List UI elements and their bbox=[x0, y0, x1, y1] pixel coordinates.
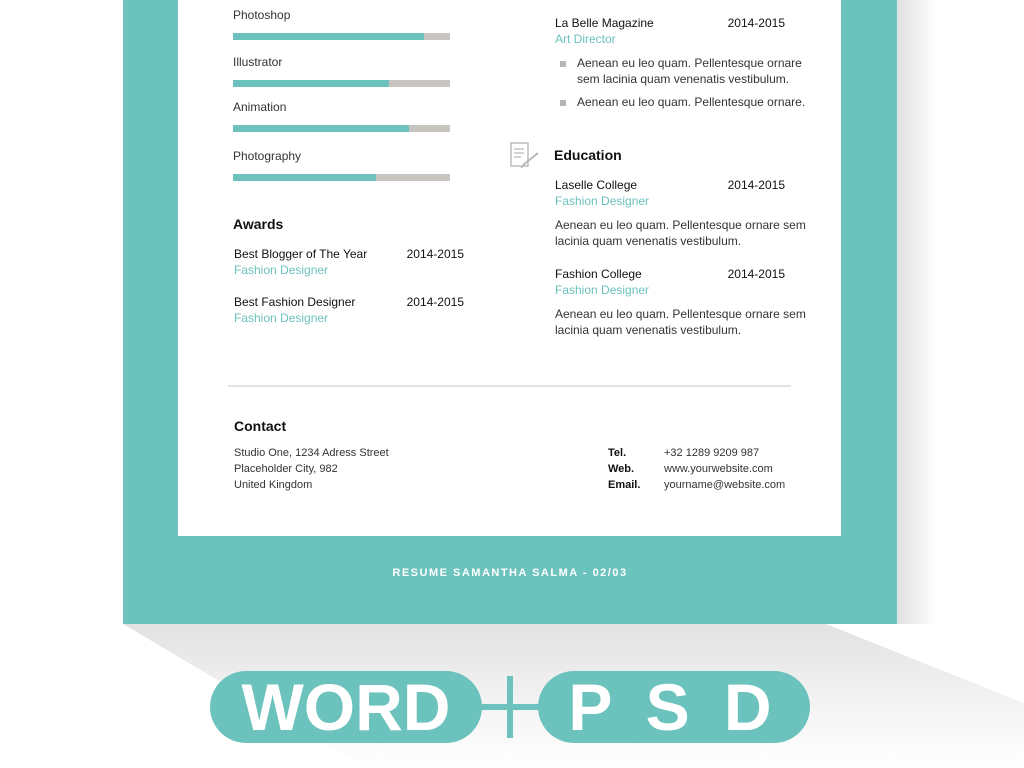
experience-date: 2014-2015 bbox=[727, 16, 785, 30]
skill-bar-fill bbox=[233, 174, 376, 181]
award-title: Best Blogger of The Year bbox=[234, 247, 368, 261]
experience-bullet-line: sem lacinia quam venenatis vestibulum. bbox=[577, 72, 790, 86]
skill-bar-animation bbox=[233, 125, 450, 132]
email-value: yourname@website.com bbox=[664, 479, 786, 491]
experience-role: Art Director bbox=[555, 32, 616, 46]
web-label: Web. bbox=[608, 463, 635, 475]
section-divider bbox=[228, 385, 791, 387]
skill-label-illustrator: Illustrator bbox=[233, 55, 283, 69]
award-role: Fashion Designer bbox=[234, 311, 329, 325]
experience-bullet-line: Aenean eu leo quam. Pellentesque ornare. bbox=[577, 95, 806, 109]
contact-address-line: United Kingdom bbox=[234, 479, 313, 491]
skill-label-photoshop: Photoshop bbox=[233, 8, 291, 22]
word-badge: WORD bbox=[210, 671, 482, 743]
award-date: 2014-2015 bbox=[406, 295, 464, 309]
skill-bar-fill bbox=[233, 80, 389, 87]
contact-address-line: Studio One, 1234 Adress Street bbox=[234, 447, 389, 459]
education-desc-line: lacinia quam venenatis vestibulum. bbox=[555, 234, 742, 248]
education-role: Fashion Designer bbox=[555, 194, 650, 208]
plus-vertical bbox=[507, 676, 513, 738]
education-date: 2014-2015 bbox=[727, 267, 785, 281]
experience-bullet-line: Aenean eu leo quam. Pellentesque ornare bbox=[577, 56, 802, 70]
skill-bar-photography bbox=[233, 174, 450, 181]
web-value: www.yourwebsite.com bbox=[664, 463, 773, 475]
bullet-marker bbox=[560, 100, 566, 106]
psd-badge: P S D bbox=[538, 671, 810, 743]
skill-bar-photoshop bbox=[233, 33, 450, 40]
skill-bar-fill bbox=[233, 125, 409, 132]
education-school: Laselle College bbox=[555, 178, 638, 192]
education-desc-line: Aenean eu leo quam. Pellentesque ornare sem bbox=[555, 307, 806, 321]
skill-label-photography: Photography bbox=[233, 149, 302, 163]
awards-heading: Awards bbox=[233, 216, 284, 232]
skill-label-animation: Animation bbox=[233, 100, 287, 114]
education-heading: Education bbox=[554, 147, 622, 163]
education-desc-line: Aenean eu leo quam. Pellentesque ornare sem bbox=[555, 218, 806, 232]
award-title: Best Fashion Designer bbox=[234, 295, 356, 309]
skill-bar-illustrator bbox=[233, 80, 450, 87]
frame-shadow bbox=[897, 0, 937, 624]
education-icon bbox=[509, 141, 541, 171]
tel-label: Tel. bbox=[608, 447, 627, 459]
page-footer: RESUME SAMANTHA SALMA - 02/03 bbox=[392, 567, 628, 579]
contact-heading: Contact bbox=[234, 418, 287, 434]
education-desc-line: lacinia quam venenatis vestibulum. bbox=[555, 323, 742, 337]
email-label: Email. bbox=[608, 479, 641, 491]
contact-address-line: Placeholder City, 982 bbox=[234, 463, 338, 475]
education-school: Fashion College bbox=[555, 267, 642, 281]
tel-value: +32 1289 9209 987 bbox=[664, 447, 760, 459]
skill-bar-fill bbox=[233, 33, 424, 40]
award-role: Fashion Designer bbox=[234, 263, 329, 277]
bullet-marker bbox=[560, 61, 566, 67]
education-date: 2014-2015 bbox=[727, 178, 785, 192]
experience-company: La Belle Magazine bbox=[555, 16, 654, 30]
education-role: Fashion Designer bbox=[555, 283, 650, 297]
award-date: 2014-2015 bbox=[406, 247, 464, 261]
